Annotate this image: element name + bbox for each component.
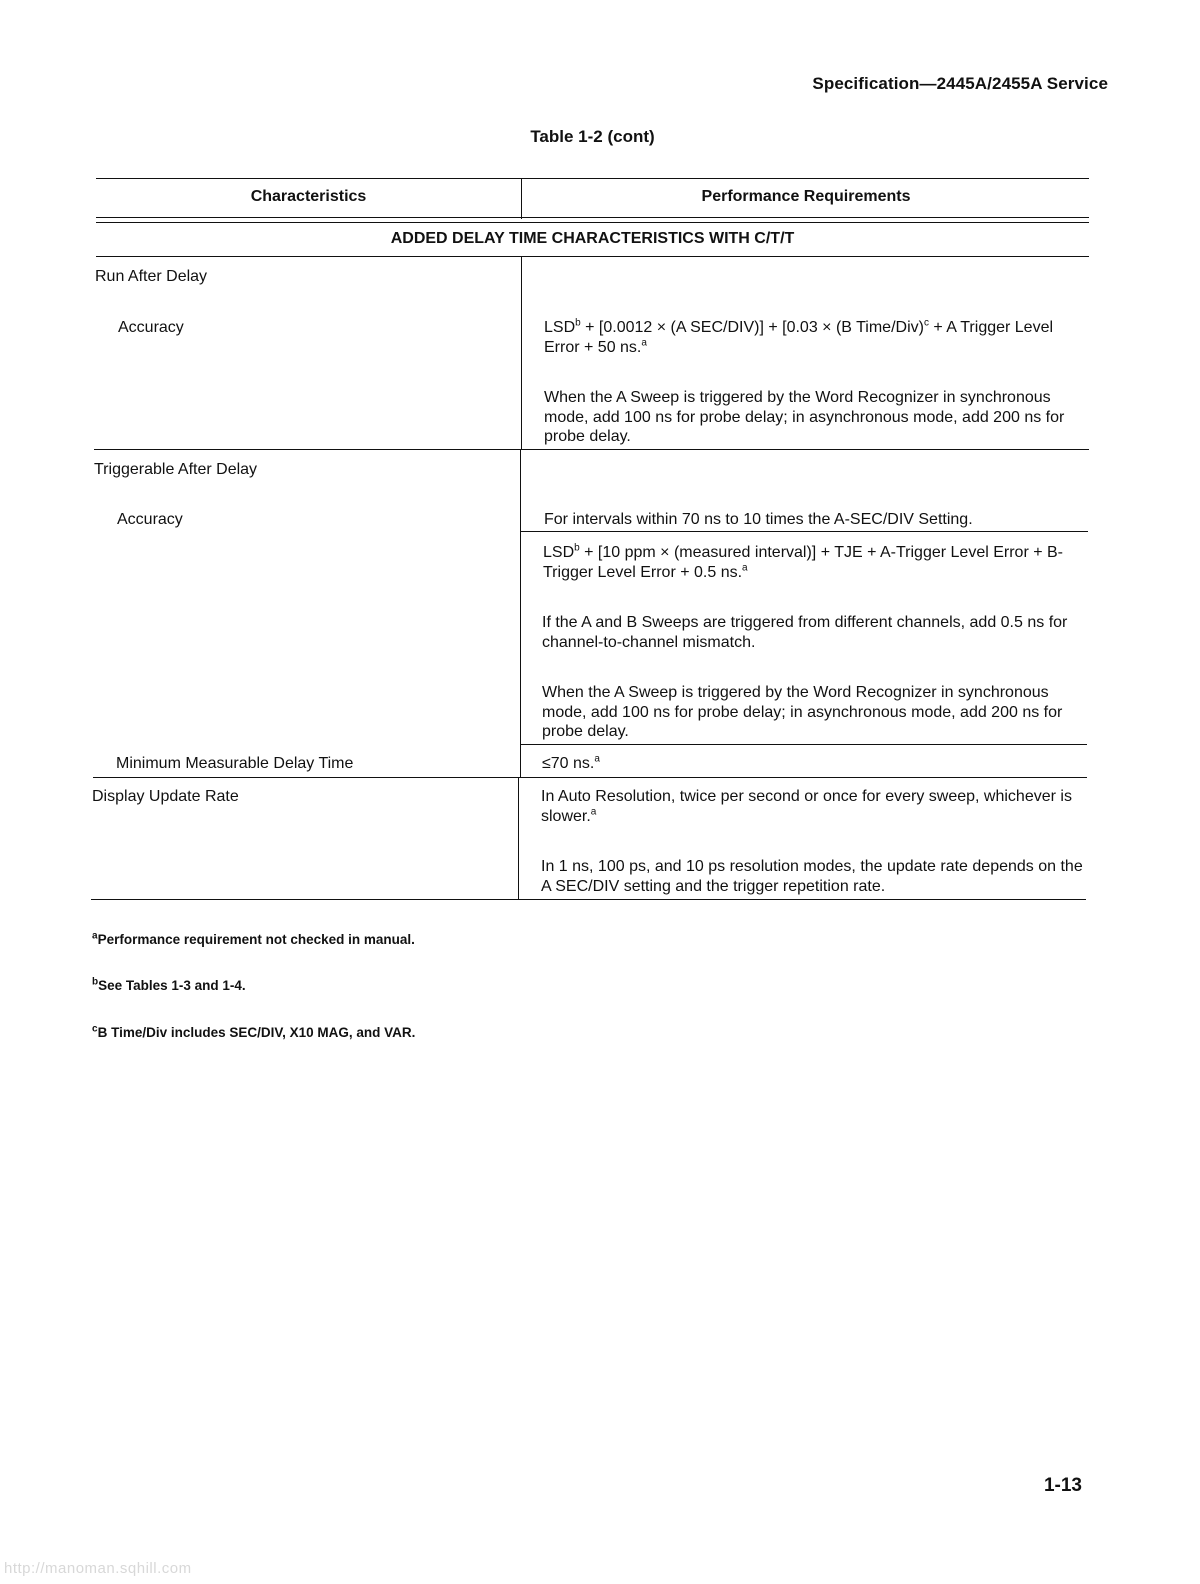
column-header-characteristics: Characteristics: [250, 188, 367, 205]
section-heading: ADDED DELAY TIME CHARACTERISTICS WITH C/T/T: [390, 230, 795, 247]
column-divider-body-2: [520, 450, 521, 778]
run-accuracy-formula: $LSD^b + [0.0012 \times (A$ SEC/DIV)] + [0.03 × (B Time/Div)$^c$ + A Trigger Level Error + 50 ns.$^a$: [544, 317, 1054, 356]
column-header-performance: Performance Requirements: [701, 188, 911, 205]
table-title: Table 1-2 (cont): [530, 127, 655, 146]
page-number: 1-13: [1043, 1475, 1082, 1496]
row-sublabel-accuracy: Accuracy: [118, 319, 184, 336]
trig-accuracy-formula: $LSD^b + [10$ ppm × (measured interval)] + TJE + A-Trigger Level Error + B-Trigger Level Error + 0.5 ns.$^a$: [543, 542, 1063, 581]
running-header: Specification—2445A/2455A Service: [812, 74, 1108, 93]
header-double-rule-2: [96, 222, 1089, 223]
display-update-resolution-modes: In 1 ns, 100 ps, and 10 ps resolution modes, the update rate depends on the A SEC/DIV setting and the trigger repetition rate.: [541, 858, 1083, 895]
inner-rule-intervals: [520, 531, 1088, 532]
footnote-a: $^a$Performance requirement not checked in manual.: [92, 930, 415, 947]
header-double-rule-1: [96, 217, 1089, 218]
footnote-b: $^b$See Tables 1-3 and 1-4.: [92, 976, 246, 993]
trig-accuracy-word-recognizer-note: When the A Sweep is triggered by the Word Recognizer in synchronous mode, add 100 ns for probe delay; in asynchronous mode, add 200 ns for probe delay.: [542, 684, 1063, 740]
section-rule: [96, 256, 1089, 257]
row-label-triggerable-after-delay: Triggerable After Delay: [94, 461, 258, 478]
row-label-run-after-delay: Run After Delay: [95, 268, 208, 285]
trig-accuracy-channel-mismatch-note: If the A and B Sweeps are triggered from different channels, add 0.5 ns for channel-to-channel mismatch.: [542, 614, 1068, 651]
run-accuracy-word-recognizer-note: When the A Sweep is triggered by the Word Recognizer in synchronous mode, add 100 ns for probe delay; in asynchronous mode, add 200 ns for probe delay.: [544, 389, 1065, 445]
row-label-display-update-rate: Display Update Rate: [92, 788, 239, 805]
column-divider-body-1: [521, 256, 522, 450]
table-top-rule: [96, 178, 1089, 179]
watermark: http://manoman.sqhill.com: [4, 1560, 192, 1577]
row-label-minimum-measurable-delay: Minimum Measurable Delay Time: [116, 755, 354, 772]
display-update-auto-resolution: In Auto Resolution, twice per second or once for every sweep, whichever is slower.$^a$: [541, 788, 1072, 825]
row-rule-minimum-measurable: [93, 777, 1087, 778]
inner-rule-trig-accuracy: [520, 744, 1087, 745]
column-divider-body-3: [518, 778, 519, 900]
row-sublabel-accuracy: Accuracy: [117, 511, 183, 528]
table-bottom-rule: [91, 899, 1086, 900]
footnote-c: $^c$B Time/Div includes SEC/DIV, X10 MAG, and VAR.: [92, 1023, 416, 1040]
column-divider-header: [521, 178, 522, 219]
row-rule-run-after-delay: [94, 449, 1089, 450]
minimum-measurable-value: ≤70 ns.$^a$: [542, 753, 600, 772]
trig-accuracy-intervals: For intervals within 70 ns to 10 times the A-SEC/DIV Setting.: [544, 511, 973, 528]
